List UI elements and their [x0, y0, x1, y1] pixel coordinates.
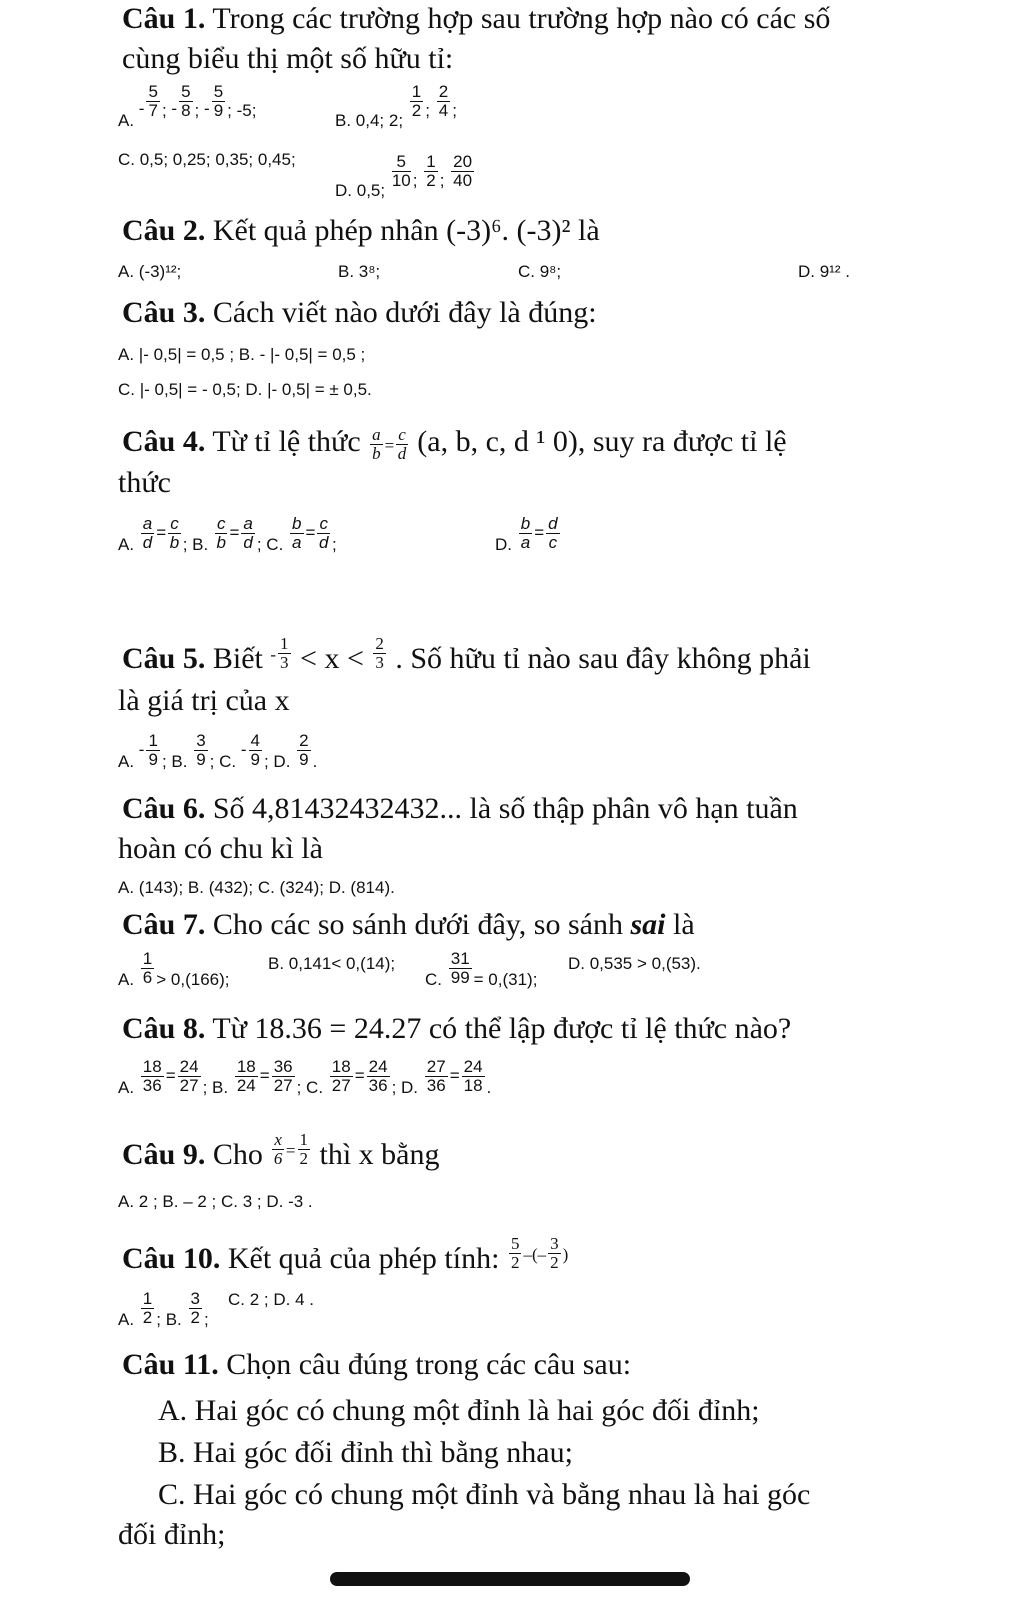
q4-label: Câu 4.	[122, 425, 206, 458]
q5-b-frac: $\frac{3}{9}$	[196, 731, 206, 769]
q1-a-frac-3: $\frac{5}{9}$	[213, 82, 224, 120]
q1-option-a: A. - $\frac{5}{7}$ ; - $\frac{5}{8}$ ; - $\frac{5}{9}$ ; -5;	[118, 82, 257, 130]
q6-text-line2: hoàn có chu kì là	[118, 832, 323, 865]
q5-text-rest: . Số hữu tỉ nào sau đây không phải	[395, 642, 811, 675]
q11-option-a: A. Hai góc có chung một đỉnh là hai góc đối đỉnh;	[158, 1394, 760, 1427]
q5-inequality: < x <	[300, 642, 364, 675]
q10-frac-1: $\frac{5}{2}$	[510, 1233, 520, 1272]
q7-c-frac: $\frac{31}{99}$	[450, 949, 470, 987]
q11-option-c-line2: đối đỉnh;	[118, 1518, 226, 1551]
q3-options-line2: C. |- 0,5| = - 0,5; D. |- 0,5| = ± 0,5.	[118, 380, 372, 399]
q10-options-cd: C. 2 ; D. 4 .	[228, 1290, 314, 1309]
q1-option-d: D. 0,5; $\frac{5}{10}$ ; $\frac{1}{2}$ ; $\frac{20}{40}$	[335, 152, 473, 200]
q1-d-frac-3: $\frac{20}{40}$	[453, 152, 473, 190]
q8-text: Từ 18.36 = 24.27 có thể lập được tỉ lệ thức nào?	[205, 1012, 792, 1045]
q2-option-d: D. 9¹² .	[798, 262, 850, 281]
q4-frac-cd: $\frac{c}{d}$	[397, 424, 407, 463]
q4-text-condition: (a, b, c, d ¹ 0), suy ra được tỉ lệ	[417, 425, 787, 458]
q8-a-frac-1: $\frac{18}{36}$	[142, 1057, 162, 1095]
q7-a-frac: $\frac{1}{6}$	[142, 949, 153, 987]
q1-b-frac-2: $\frac{2}{4}$	[438, 82, 449, 120]
q9-frac-x6: $\frac{x}{6}$	[273, 1129, 283, 1168]
q2-option-b: B. 3⁸;	[338, 262, 381, 281]
q4-option-d: D. $\frac{b}{a}$ = $\frac{d}{c}$	[495, 514, 558, 554]
q8-b-frac-1: $\frac{18}{24}$	[236, 1057, 256, 1095]
q5-title: Câu 5. Biết - $\frac{1}{3}$ < x < $\frac{2}{3}$ . Số hữu tỉ nào sau đây không phải	[122, 633, 811, 675]
q4-options-abc: A. $\frac{a}{d}$ = $\frac{c}{b}$ ; B. $\frac{c}{b}$ = $\frac{a}{d}$ ; C. $\frac{b}{a}$ = $\frac{c}{d}$ ;	[118, 514, 337, 554]
q7-title: Câu 7. Cho các so sánh dưới đây, so sánh sai là	[122, 908, 695, 941]
q8-d-frac-2: $\frac{24}{18}$	[463, 1057, 483, 1095]
q8-label: Câu 8.	[122, 1012, 206, 1045]
q4-c-frac-2: $\frac{c}{d}$	[318, 514, 329, 552]
q4-text: Từ tỉ lệ thức	[205, 425, 361, 458]
q3-text: Cách viết nào dưới đây là đúng:	[205, 296, 597, 329]
q11-option-c: C. Hai góc có chung một đỉnh và bằng nhau là hai góc	[158, 1478, 811, 1511]
q7-option-d: D. 0,535 > 0,(53).	[568, 954, 701, 973]
q2-label: Câu 2.	[122, 214, 206, 247]
q9-label: Câu 9.	[122, 1138, 206, 1171]
q6-options: A. (143); B. (432); C. (324); D. (814).	[118, 878, 395, 897]
q5-c-frac: $\frac{4}{9}$	[250, 731, 260, 769]
q5-d-frac: $\frac{2}{9}$	[299, 731, 309, 769]
q8-c-frac-2: $\frac{24}{36}$	[368, 1057, 388, 1095]
q11-label: Câu 11.	[122, 1348, 219, 1381]
q4-a-frac-2: $\frac{c}{b}$	[169, 514, 180, 552]
q1-title	[122, 2, 830, 36]
q1-option-c: C. 0,5; 0,25; 0,35; 0,45;	[118, 150, 296, 169]
q9-text-rest: thì x bằng	[319, 1138, 440, 1171]
q4-a-frac-1: $\frac{a}{d}$	[142, 514, 153, 552]
q3-title	[122, 296, 597, 330]
scroll-indicator-bar[interactable]	[330, 1572, 690, 1586]
q4-title: Câu 4. Từ tỉ lệ thức $\frac{a}{b}$ = $\frac{c}{d}$ (a, b, c, d ¹ 0), suy ra được tỉ lệ	[122, 424, 787, 463]
q1-d-frac-2: $\frac{1}{2}$	[426, 152, 436, 190]
q10-title: Câu 10. Kết quả của phép tính: $\frac{5}{2}$ –(– $\frac{3}{2}$ )	[122, 1233, 569, 1275]
q8-d-frac-1: $\frac{27}{36}$	[426, 1057, 446, 1095]
q4-frac-ab: $\frac{a}{b}$	[372, 424, 381, 463]
q8-c-frac-1: $\frac{18}{27}$	[331, 1057, 351, 1095]
q9-title: Câu 9. Cho $\frac{x}{6}$ = $\frac{1}{2}$ thì x bằng	[122, 1129, 440, 1171]
q5-text-line2: là giá trị của x	[118, 684, 290, 717]
q10-a-frac: $\frac{1}{2}$	[142, 1289, 153, 1327]
q8-a-frac-2: $\frac{24}{27}$	[179, 1057, 199, 1095]
q4-d-frac-1: $\frac{b}{a}$	[520, 514, 531, 552]
q2-title	[122, 214, 600, 248]
q7-option-b: B. 0,141< 0,(14);	[268, 954, 396, 973]
q2-option-a: A. (-3)¹²;	[118, 262, 182, 281]
q4-c-frac-1: $\frac{b}{a}$	[292, 514, 302, 552]
q9-frac-half: $\frac{1}{2}$	[299, 1129, 309, 1168]
q10-options: A. $\frac{1}{2}$ ; B. $\frac{3}{2}$ ;	[118, 1289, 209, 1329]
q1-a-frac-1: $\frac{5}{7}$	[148, 82, 158, 120]
q2-option-c: C. 9⁸;	[518, 262, 562, 281]
q11-option-b: B. Hai góc đối đỉnh thì bằng nhau;	[158, 1436, 573, 1469]
q5-text: Biết	[205, 642, 263, 675]
q8-options: A. $\frac{18}{36}$ = $\frac{24}{27}$ ; B. $\frac{18}{24}$ = $\frac{36}{27}$ ; C. $\frac{18}{27}$ = $\frac{24}{36}$ ; D. $\frac{27}{36}$ = $\frac{24}{18}$ .	[118, 1057, 492, 1097]
q4-b-frac-1: $\frac{c}{b}$	[216, 514, 226, 552]
q8-b-frac-2: $\frac{36}{27}$	[273, 1057, 293, 1095]
q7-option-a: A. $\frac{1}{6}$ > 0,(166);	[118, 949, 230, 989]
q2-text: Kết quả phép nhân (-3)⁶. (-3)² là	[205, 214, 600, 247]
q7-label: Câu 7.	[122, 908, 206, 941]
q9-options: A. 2 ; B. – 2 ; C. 3 ; D. -3 .	[118, 1192, 313, 1211]
q4-b-frac-2: $\frac{a}{d}$	[243, 514, 253, 552]
q3-label: Câu 3.	[122, 296, 206, 329]
q6-title	[122, 792, 798, 826]
q4-text-line2: thức	[118, 466, 171, 499]
q5-a-frac: $\frac{1}{9}$	[148, 731, 158, 769]
q1-d-frac-1: $\frac{5}{10}$	[391, 152, 411, 190]
q10-text: Kết quả của phép tính:	[220, 1242, 500, 1275]
q11-text: Chọn câu đúng trong các câu sau:	[218, 1348, 632, 1381]
q1-b-label: B.	[335, 110, 352, 130]
q1-a-label: A.	[118, 110, 135, 130]
q7-emphasis-sai: sai	[630, 908, 666, 941]
q6-text: Số 4,81432432432... là số thập phân vô hạn tuần	[205, 792, 798, 825]
q9-text: Cho	[205, 1138, 263, 1171]
q7-option-c: C. $\frac{31}{99}$ = 0,(31);	[425, 949, 538, 989]
q5-label: Câu 5.	[122, 642, 206, 675]
q10-label: Câu 10.	[122, 1242, 221, 1275]
q1-a-frac-2: $\frac{5}{8}$	[181, 82, 191, 120]
q1-text-line2: cùng biểu thị một số hữu tỉ:	[122, 42, 454, 75]
q1-text: Trong các trường hợp sau trường hợp nào có các số	[205, 2, 831, 35]
q5-frac-upper: $\frac{2}{3}$	[375, 633, 384, 672]
q1-label: Câu 1.	[122, 2, 206, 35]
q6-label: Câu 6.	[122, 792, 206, 825]
q5-frac-lower: $\frac{1}{3}$	[280, 633, 289, 672]
q10-frac-2: $\frac{3}{2}$	[550, 1233, 559, 1272]
q3-options-line1: A. |- 0,5| = 0,5 ; B. - |- 0,5| = 0,5 ;	[118, 345, 366, 364]
q10-b-frac: $\frac{3}{2}$	[190, 1289, 200, 1327]
q1-option-b: B. 0,4; 2; $\frac{1}{2}$ ; $\frac{2}{4}$ ;	[335, 82, 457, 130]
q1-b-frac-1: $\frac{1}{2}$	[411, 82, 422, 120]
q1-d-label: D.	[335, 180, 352, 200]
q8-title	[122, 1012, 791, 1046]
q5-options: A. - $\frac{1}{9}$ ; B. $\frac{3}{9}$ ; C. - $\frac{4}{9}$ ; D. $\frac{2}{9}$ .	[118, 731, 318, 771]
q11-title	[122, 1348, 631, 1382]
q4-d-frac-2: $\frac{d}{c}$	[548, 514, 558, 552]
